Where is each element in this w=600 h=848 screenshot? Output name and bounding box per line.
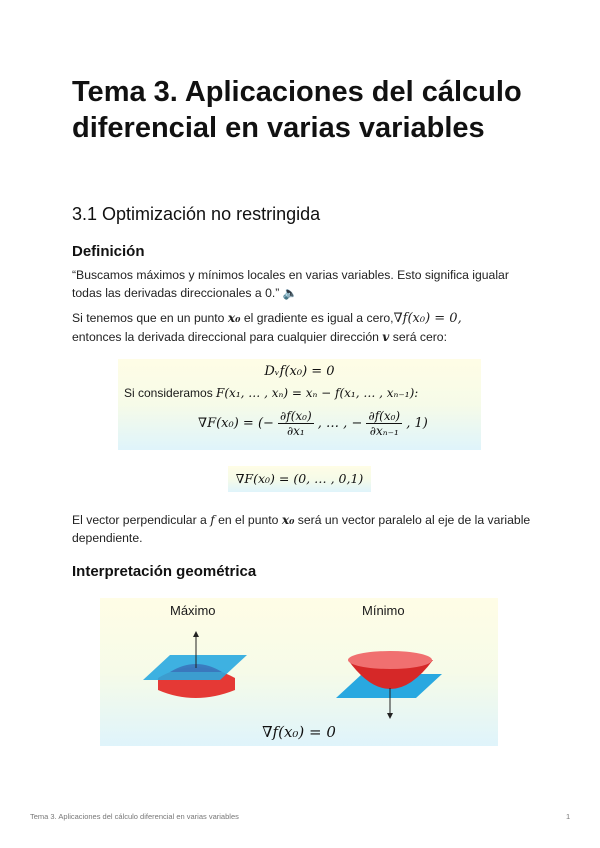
para-end: entonces la derivada direccional para cualquier dirección (72, 330, 383, 344)
consider-text: Si consideramos (124, 386, 217, 400)
x0-symbol-2: x₀ (281, 513, 295, 527)
para-mid: el gradiente es igual a cero, (240, 311, 394, 325)
definition-quote: “Buscamos máximos y mínimos locales en varias variables. Esto significa igualar todas las derivadas direccionales a 0.” 🔈 (72, 268, 509, 300)
geometric-figure (100, 598, 498, 746)
F-definition: F(x₁, … , xₙ) = xₙ − f(x₁, … , xₙ₋₁): (216, 386, 419, 400)
section-heading: 3.1 Optimización no restringida (72, 204, 321, 224)
minimum-surface-icon (336, 651, 442, 719)
fraction-1-den: ∂x₁ (286, 424, 305, 438)
page-number: 1 (566, 812, 571, 821)
f-symbol: f (210, 513, 215, 527)
footer-text: Tema 3. Aplicaciones del cálculo diferencial en varias variables (30, 812, 239, 821)
fraction-2-num: ∂f(x₀) (368, 409, 401, 423)
fraction-1-num: ∂f(x₀) (280, 409, 312, 423)
min-label: Mínimo (362, 603, 405, 618)
gradient-zero-box: ∇F(x₀) = (0, … , 0,1) (228, 466, 371, 492)
fraction-2-den: ∂xₙ₋₁ (369, 424, 399, 438)
gradient-F-end: , 1) (406, 416, 428, 431)
para-start: Si tenemos que en un punto (72, 311, 228, 325)
v-symbol: v (382, 330, 390, 344)
page-title: Tema 3. Aplicaciones del cálculo diferencial en varias variables (72, 76, 522, 144)
definition-paragraph (72, 309, 532, 346)
perpendicular-paragraph (72, 511, 542, 547)
gradient-F-mid: , … , − (317, 416, 363, 431)
x0-symbol: x₀ (227, 311, 241, 325)
formula-box (118, 359, 481, 450)
fraction-1 (278, 409, 314, 438)
maximum-surface-icon (143, 631, 247, 698)
gradient-zero-formula: ∇f(x₀) = 0 (262, 723, 336, 741)
definition-heading: Definición (72, 243, 145, 260)
max-label: Máximo (170, 603, 216, 618)
perp-text-2: en el punto (214, 513, 282, 527)
consider-line (124, 386, 418, 400)
perp-text-3: será un vector paralelo al eje de la variable dependiente. (72, 513, 531, 545)
interpretation-heading: Interpretación geométrica (72, 563, 257, 580)
perp-text-1: El vector perpendicular a (72, 513, 211, 527)
directional-derivative-formula: Dᵥf(x₀) = 0 (264, 364, 335, 379)
para-end2: será cero: (389, 330, 447, 344)
gradient-F-lhs: ∇F(x₀) = (− (198, 416, 274, 431)
gradient-equation: ∇f(x₀) = 0, (393, 311, 462, 326)
gradient-F-formula (198, 409, 428, 438)
fraction-2 (366, 409, 402, 438)
